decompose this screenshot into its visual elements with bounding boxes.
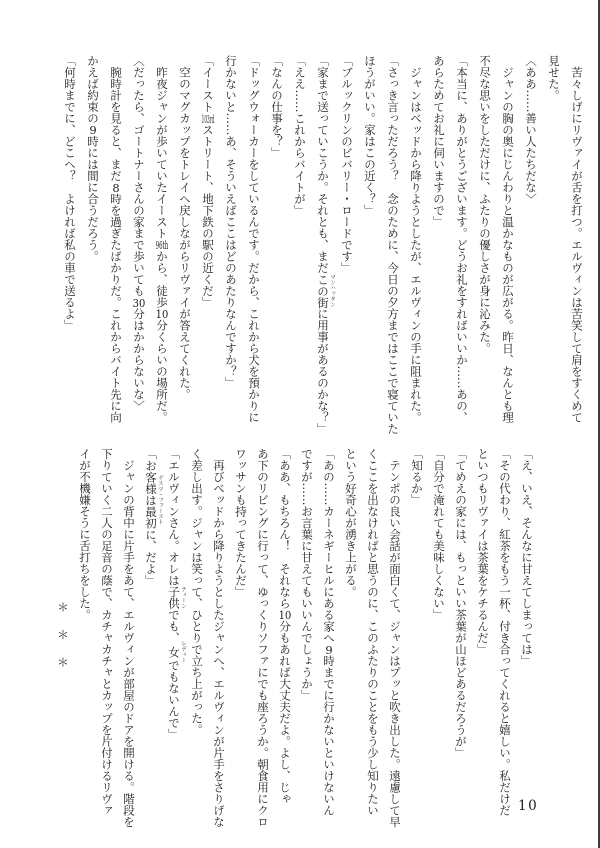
furigana-ruby: お客様は最初に ゲスツ・ファースト — [144, 459, 163, 540]
horizontal-number: 8 — [112, 181, 120, 193]
text-line: くここを出なければと思うのに、このふたりのことをもう少し知りたい — [366, 448, 380, 816]
text-line: ワッサンも持ってきたんだ」 — [234, 448, 248, 598]
text-line: 「あの……カーネギーヒルにある家へ9時までに行かないといけないん — [322, 448, 336, 816]
text-line: 不尽な思いをしただけに、ふたりの優しさが身に沁みた。 — [478, 55, 492, 354]
text-line: 「その代わり、紅茶をもう一杯、付き合ってくれると嬉しい。私だけだ — [498, 448, 512, 816]
horizontal-number: 9 — [325, 643, 333, 655]
text-line: 「ええ……これからバイトが」 — [293, 55, 307, 216]
horizontal-number: 10 — [155, 308, 169, 320]
text-line: テンポの良い会話が面白くて、ジャンはプッと吹き出した。遠慮して早 — [388, 448, 402, 828]
text-line: 〈だったら、ゴートナーさんの家まで歩いても30分はかからないな〉 — [132, 55, 146, 412]
text-line: 昨夜ジャンが歩いていたイースト96thから、徒歩10分くらいの場所だ。 — [155, 55, 169, 423]
text-line: 再びベッドから降りようとしたジャンへ、エルヴィンが片手をさりげな — [212, 448, 226, 828]
page-number: 10 — [518, 798, 539, 814]
text-line: 「ドッグウォーカーをしているんです。だから、これから犬を預かりに — [247, 55, 261, 423]
furigana-ruby: この街 マンハッタン — [316, 273, 335, 308]
text-line: 空のマグカップをトレイへ戻しながらリヴァイが答えてくれた。 — [178, 55, 192, 400]
text-block-top — [58, 55, 588, 443]
text-line: あ下のリビングに行って、ゆっくりソファにでも座ろうか。朝食用にクロ — [256, 448, 270, 828]
text-block-bottom — [52, 448, 538, 836]
text-line: 「さっき言っただろう？ 念のために、今日の夕方まではここで寝ていた — [386, 55, 400, 435]
text-line: ほうがいい。家はこの近く？」 — [363, 55, 377, 216]
text-line: 行かないと……あ、そういえばここはどのあたりなんですか？」 — [224, 55, 238, 389]
text-line: 「何時までに、どこへ？ よければ私の車で送るよ」 — [63, 55, 77, 331]
text-line: 「お客様は最初に ゲスツ・ファースト、だよ」 — [144, 448, 163, 586]
text-line: 「え、いえ、そんなに甘えてしまっては」 — [520, 448, 534, 667]
text-line: という好奇心が湧き上がる。 — [344, 448, 358, 598]
text-line: 「ブルックリンのビバリー・ロードです」 — [340, 55, 354, 274]
scene-divider: ＊＊＊ — [56, 600, 70, 684]
text-line: 「自分で淹れても美味しくない」 — [432, 448, 446, 621]
text-line: 「エルヴィンさん。オレは子供 ティーンでも、女 レディーでもないんで」 — [167, 448, 186, 740]
text-line: ジャンの胸の奥にじんわりと温かなものが広がる。昨日、なんとも理 — [501, 55, 515, 423]
text-line: かえば約束の9時には間に合うだろう。 — [86, 55, 100, 262]
text-line: 〈ああ……善い人たちだな〉 — [524, 55, 538, 205]
text-line: 「家まで送っていこうか。それとも、まだこの街 マンハッタンに用事があるのかな？」 — [316, 55, 335, 435]
text-line: 苦々しげにリヴァイが舌を打つ。エルヴィンは苦笑して肩をすくめて — [570, 55, 584, 423]
text-line: 見せた。 — [547, 55, 561, 101]
furigana-ruby: 女 レディー — [167, 640, 186, 663]
text-line: 「本当に、ありがとうございます。どうお礼をすればいいか……あの、 — [455, 55, 469, 423]
text-line: 「知るか」 — [410, 448, 424, 506]
text-line: く差し出す。ジャンは笑って、ひとりで立ち上がった。 — [190, 448, 204, 736]
horizontal-number: 9 — [89, 124, 97, 136]
text-line: 「なんの仕事を？」 — [270, 55, 284, 159]
text-line: あらためてお礼に伺いますので」 — [432, 55, 446, 228]
text-line: ジャンの背中に片手をあて、エルヴィンが部屋のドアを開ける。階段を — [122, 448, 136, 828]
text-line: ですが……お言葉に甘えてもいいんでしょうか」 — [300, 448, 314, 701]
horizontal-number: 96th — [155, 239, 169, 251]
text-line: 下りていく二人の足音の蔭で、カチャカチャとカップを片付けるリヴァ — [100, 448, 114, 816]
text-line: といつもリヴァイは茶葉をケチるんだ」 — [476, 448, 490, 655]
horizontal-number: 30 — [132, 296, 146, 308]
text-line: ジャンはベッドから降りようとしたが、エルヴィンの手に阻まれた。 — [409, 55, 423, 423]
text-line: イが不機嫌そうに舌打ちをした。 — [78, 448, 92, 621]
horizontal-number: 103rd — [201, 112, 215, 124]
text-line: 「てめえの家には、もっといい茶葉が山ほどあるだろうが」 — [454, 448, 468, 759]
text-line: 腕時計を見ると、まだ8時を過ぎたばかりだ。これからバイト先に向 — [109, 55, 123, 423]
text-line: 「イースト103rdストリート、地下鉄の駅の近くだ」 — [201, 55, 215, 308]
furigana-ruby: 子供 ティーン — [167, 586, 186, 609]
text-line: 「ああ、もちろん！ それなら10分もあれば大丈夫だよ。よし、じゃ — [278, 448, 292, 805]
horizontal-number: 10 — [278, 609, 292, 621]
